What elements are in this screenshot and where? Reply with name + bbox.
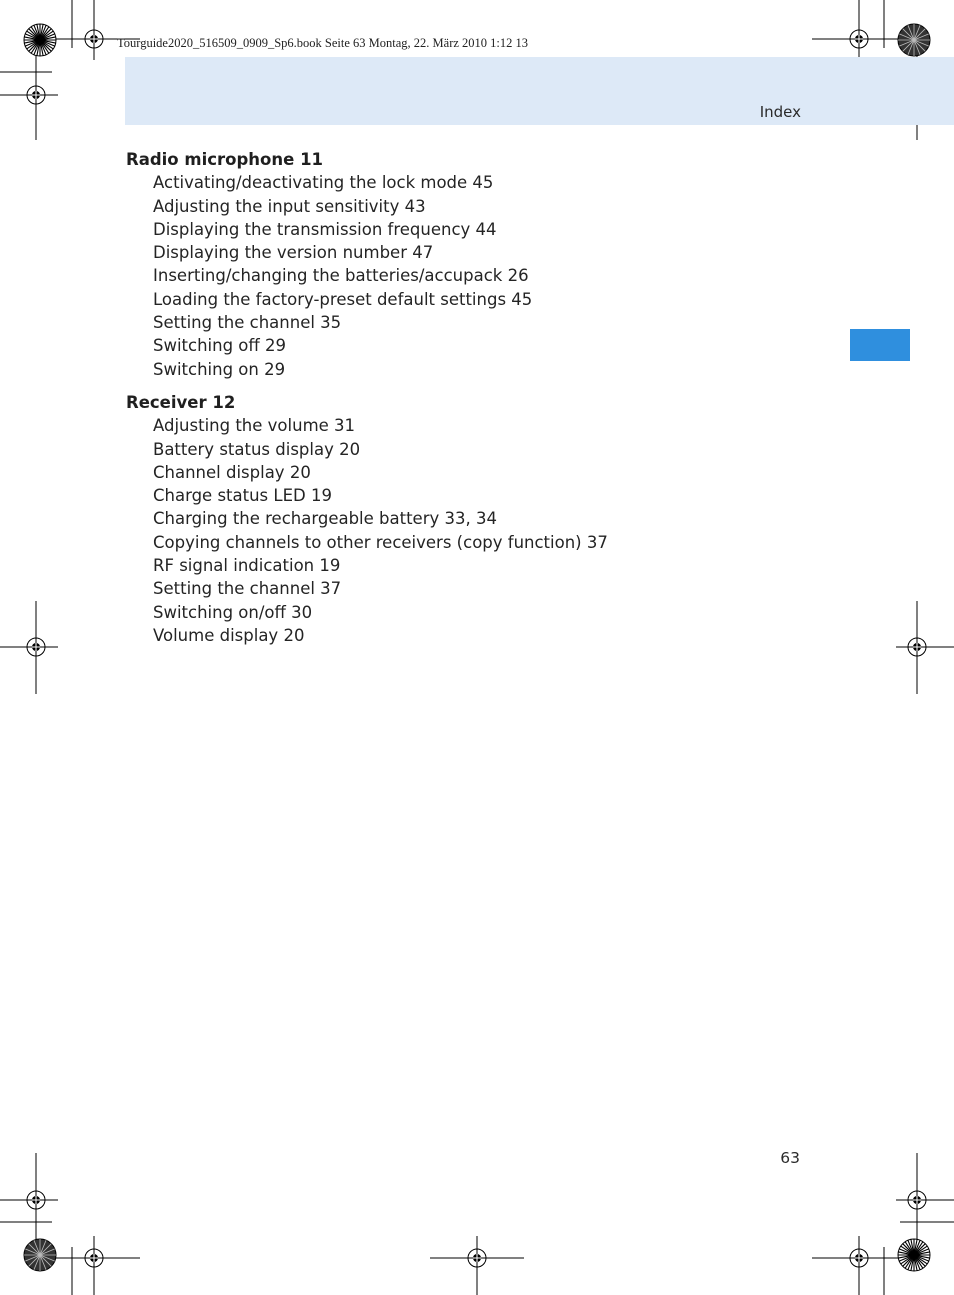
print-slug: Tourguide2020_516509_0909_Sp6.book Seite 63 Montag, 22. März 2010 1:12 13 bbox=[117, 36, 529, 50]
index-entry: Volume display 20 bbox=[153, 625, 305, 645]
index-sub-list bbox=[126, 414, 826, 647]
index-entry: Charging the rechargeable battery 33, 34 bbox=[153, 509, 497, 529]
section-title: Index bbox=[759, 103, 801, 121]
index-entry: Setting the channel 35 bbox=[153, 313, 342, 333]
chapter-tab-marker bbox=[850, 329, 910, 361]
header-band bbox=[125, 57, 954, 125]
index-group-title: Receiver 12 bbox=[126, 392, 236, 412]
index-entry: Adjusting the volume 31 bbox=[153, 416, 356, 436]
index-entry: Switching on/off 30 bbox=[153, 602, 313, 622]
index-entry: Displaying the version number 47 bbox=[153, 243, 434, 263]
index-entry: Inserting/changing the batteries/accupack 26 bbox=[153, 266, 529, 286]
index-entry: Loading the factory-preset default settings 45 bbox=[153, 289, 533, 309]
index-sub-list bbox=[126, 171, 826, 381]
index-group-title: Radio microphone 11 bbox=[126, 150, 324, 169]
index-entry: Battery status display 20 bbox=[153, 439, 361, 459]
index-group bbox=[126, 148, 826, 381]
index-entry: Channel display 20 bbox=[153, 462, 311, 482]
index-entry: Switching on 29 bbox=[153, 359, 286, 379]
page-number: 63 bbox=[780, 1149, 800, 1167]
index-entry: Adjusting the input sensitivity 43 bbox=[153, 196, 426, 216]
index-entry: RF signal indication 19 bbox=[153, 556, 341, 576]
index-entry: Displaying the transmission frequency 44 bbox=[153, 219, 497, 239]
index-entry: Charge status LED 19 bbox=[153, 486, 332, 506]
index-group bbox=[126, 391, 826, 647]
index-entry: Switching off 29 bbox=[153, 336, 287, 356]
index-entry: Activating/deactivating the lock mode 45 bbox=[153, 173, 494, 193]
index-entry: Setting the channel 37 bbox=[153, 579, 342, 599]
index-entry: Copying channels to other receivers (copy function) 37 bbox=[153, 532, 608, 552]
index-list bbox=[126, 148, 826, 657]
